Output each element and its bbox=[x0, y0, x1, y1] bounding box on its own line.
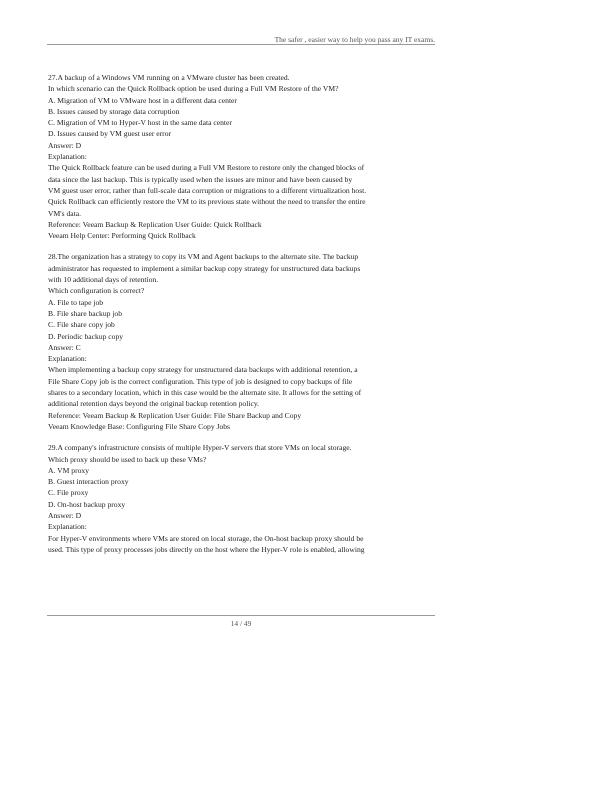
text-line: A. VM proxy bbox=[48, 465, 89, 475]
text-line: B. Guest interaction proxy bbox=[48, 477, 129, 487]
text-line: Reference: Veeam Backup & Replication User Guide: File Share Backup and Copy bbox=[48, 410, 302, 420]
text-line: VM guest user error, rather than full-scale data corruption or migrations to a different virtualization host. bbox=[48, 185, 367, 195]
question-block bbox=[48, 442, 400, 555]
text-line: 27.A backup of a Windows VM running on a VMware cluster has been created. bbox=[48, 73, 290, 82]
text-line: 29.A company's infrastructure consists of multiple Hyper-V servers that store VMs on local storage. bbox=[48, 443, 352, 453]
text-line: data since the last backup. This is typically used when the issues are minor and have been caused by bbox=[48, 174, 353, 184]
page-number: 14 / 49 bbox=[230, 619, 252, 628]
text-line: Which configuration is correct? bbox=[48, 286, 145, 296]
text-line: A. Migration of VM to VMware host in a different data center bbox=[48, 95, 237, 105]
text-line: with 10 additional days of retention. bbox=[48, 275, 159, 285]
document-body bbox=[48, 72, 400, 555]
header-tagline: The safer , easier way to help you pass any IT exams. bbox=[274, 35, 435, 44]
text-line: The Quick Rollback feature can be used during a Full VM Restore to restore only the changed blocks of bbox=[48, 163, 365, 173]
text-line: Reference: Veeam Backup & Replication User Guide: Quick Rollback bbox=[48, 219, 262, 229]
question-block bbox=[48, 72, 400, 241]
text-line: C. File proxy bbox=[48, 488, 89, 498]
text-line: Answer: D bbox=[48, 140, 82, 150]
text-line: Which proxy should be used to back up these VMs? bbox=[48, 454, 207, 464]
text-line: B. File share backup job bbox=[48, 308, 123, 318]
text-line: When implementing a backup copy strategy for unstructured data backups with additional retention, a bbox=[48, 365, 358, 375]
text-line: 28.The organization has a strategy to copy its VM and Agent backups to the alternate site. The backup bbox=[48, 252, 359, 262]
text-line: Answer: D bbox=[48, 510, 82, 520]
question-gap bbox=[48, 432, 400, 442]
text-line: C. Migration of VM to Hyper-V host in the same data center bbox=[48, 118, 232, 128]
text-line: VM's data. bbox=[48, 208, 82, 218]
text-line: D. On-host backup proxy bbox=[48, 499, 126, 509]
text-line: B. Issues caused by storage data corruption bbox=[48, 106, 180, 116]
question-block bbox=[48, 251, 400, 432]
text-line: D. Periodic backup copy bbox=[48, 331, 124, 341]
footer-divider bbox=[47, 615, 435, 616]
text-line: additional retention days beyond the original backup retention policy. bbox=[48, 399, 260, 409]
text-line: D. Issues caused by VM guest user error bbox=[48, 129, 172, 139]
text-line: Veeam Help Center: Performing Quick Rollback bbox=[48, 231, 196, 241]
text-line: C. File share copy job bbox=[48, 320, 115, 330]
text-line: Explanation: bbox=[48, 354, 87, 364]
text-line: Explanation: bbox=[48, 522, 87, 532]
text-line: Answer: C bbox=[48, 342, 81, 352]
text-line: Veeam Knowledge Base: Configuring File Share Copy Jobs bbox=[48, 421, 231, 431]
text-line: used. This type of proxy processes jobs directly on the host where the Hyper-V role is enabled, allowing bbox=[48, 544, 365, 554]
text-line: In which scenario can the Quick Rollback option be used during a Full VM Restore of the VM? bbox=[48, 84, 339, 94]
question-gap bbox=[48, 241, 400, 251]
text-line: File Share Copy job is the correct configuration. This type of job is designed to copy backups of file bbox=[48, 376, 353, 386]
text-line: Quick Rollback can efficiently restore the VM to its previous state without the need to transfer the entire bbox=[48, 197, 366, 207]
text-line: A. File to tape job bbox=[48, 297, 104, 307]
text-line: For Hyper-V environments where VMs are stored on local storage, the On-host backup proxy should be bbox=[48, 533, 364, 543]
text-line: shares to a secondary location, which in this case would be the alternate site. It allows for the setting of bbox=[48, 388, 362, 398]
header-divider bbox=[47, 44, 435, 45]
text-line: administrator has requested to implement a similar backup copy strategy for unstructured data backups bbox=[48, 263, 361, 273]
text-line: Explanation: bbox=[48, 152, 87, 162]
